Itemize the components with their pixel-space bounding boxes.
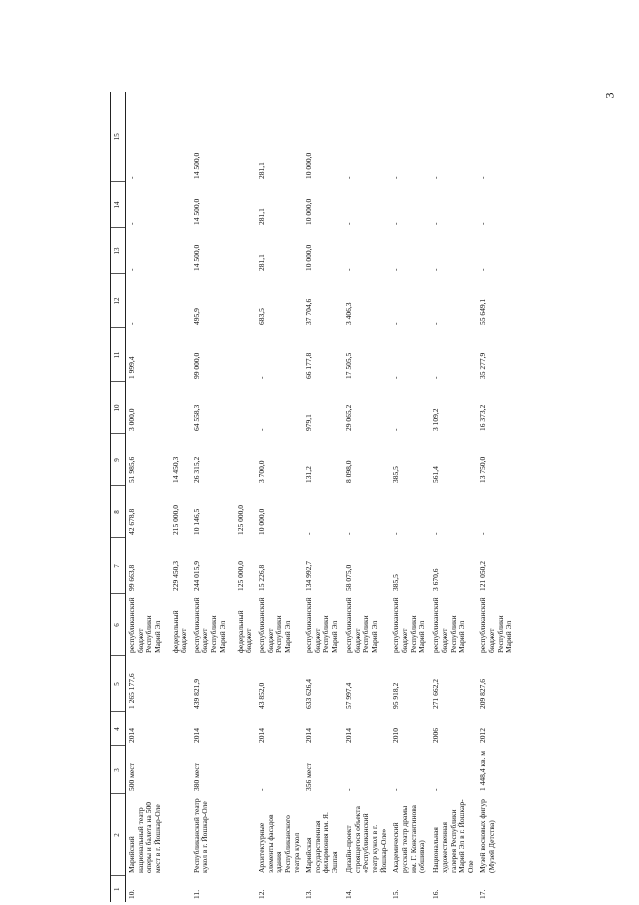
table-cell: 125 000,0 — [235, 505, 245, 535]
table-cell: 3 000,0 — [127, 408, 136, 431]
table-cell: Музей восковых фигур (Музей Детства) — [478, 799, 496, 873]
table-cell: - — [304, 532, 314, 535]
table-cell: 17 505,5 — [344, 352, 354, 379]
page-number: 3 — [602, 92, 617, 99]
table-cell: 57 997,4 — [344, 682, 354, 709]
table-cell: - — [391, 222, 401, 225]
table-cell — [231, 92, 256, 182]
column-header-9: 9 — [111, 434, 126, 486]
table-cell: 134 992,7 — [304, 561, 314, 591]
table-cell: 58 075,0 — [344, 564, 354, 591]
table-row — [191, 92, 231, 902]
table-cell — [231, 382, 256, 434]
table-row — [256, 92, 303, 902]
table-cell: 14 500,0 — [191, 198, 201, 225]
table-cell: 13. — [304, 889, 314, 899]
table-cell — [231, 876, 256, 902]
table-cell: 125 000,0 — [235, 561, 245, 591]
column-header-12: 12 — [111, 274, 126, 328]
table-cell: 51 985,6 — [127, 456, 136, 483]
table-cell: 2014 — [304, 728, 314, 743]
table-cell — [166, 182, 191, 228]
table-cell: 281,1 — [257, 254, 266, 271]
table-cell: 2014 — [127, 728, 136, 743]
table-cell: 500 мест — [127, 763, 136, 791]
table-cell — [231, 434, 256, 486]
table-cell — [231, 656, 256, 712]
table-cell: 3 670,6 — [431, 568, 441, 591]
table-cell: Архитектурные элементы фасадов здания Республиканского театра кукол — [257, 814, 301, 873]
budget-table-rotated — [110, 92, 620, 902]
table-row — [430, 92, 477, 902]
table-cell — [166, 746, 191, 794]
table-cell: 2014 — [191, 728, 201, 743]
table-cell: - — [431, 532, 441, 535]
table-cell: 55 649,1 — [478, 298, 488, 325]
table-cell: 1 265 177,6 — [127, 673, 136, 709]
table-cell: 11. — [191, 889, 201, 899]
table-cell: - — [391, 788, 401, 791]
table-cell: - — [431, 268, 441, 271]
table-cell: - — [344, 788, 354, 791]
table-cell: 380 мест — [191, 763, 201, 791]
table-cell: - — [344, 268, 354, 271]
table-cell: - — [431, 788, 441, 791]
table-cell: Республиканский театр кукол в г. Йошкар-Оле — [191, 798, 210, 873]
table-cell: 64 558,3 — [191, 404, 201, 431]
table-cell: 3 109,2 — [431, 408, 441, 431]
table-cell — [231, 746, 256, 794]
column-header-15: 15 — [111, 92, 126, 182]
table-cell: республиканский бюджет Республики Марий Эл — [127, 597, 162, 653]
table-cell: 29 065,2 — [344, 404, 354, 431]
table-body — [126, 92, 518, 902]
column-header-14: 14 — [111, 182, 126, 228]
column-header-11: 11 — [111, 328, 126, 382]
table-cell: республиканский бюджет Республики Марий Эл — [391, 597, 427, 653]
table-cell: 66 177,8 — [304, 352, 314, 379]
table-cell: Национальная художественная галерея Республики Марий Эл в г. Йошкар-Оле — [431, 799, 475, 873]
table-cell: 271 662,2 — [431, 679, 441, 709]
table-cell: Марийская государственная филармония им. Я. Эшпая — [304, 812, 339, 873]
table-cell: 16 373,2 — [478, 404, 488, 431]
table-cell: - — [344, 532, 354, 535]
table-cell — [166, 92, 191, 182]
table-cell: 215 000,0 — [170, 505, 180, 535]
table-cell: республиканский бюджет Республики Марий Эл — [257, 597, 292, 653]
table-cell: Марийский национальный театр оперы и балета на 500 мест в г. Йошкар-Оле — [127, 802, 162, 873]
column-header-13: 13 — [111, 228, 126, 274]
table-row — [390, 92, 430, 902]
table-cell: 131,2 — [304, 466, 314, 483]
table-cell: 2010 — [391, 728, 401, 743]
table-cell: 10. — [127, 889, 136, 899]
table-cell: 209 827,6 — [478, 679, 488, 709]
table-cell — [231, 228, 256, 274]
table-cell — [231, 182, 256, 228]
table-cell: 16. — [431, 889, 441, 899]
table-cell — [166, 656, 191, 712]
column-header-8: 8 — [111, 486, 126, 538]
column-header-5: 5 — [111, 656, 126, 712]
table-cell: - — [431, 176, 441, 179]
table-cell: - — [478, 222, 488, 225]
table-cell: федеральный бюджет — [235, 610, 254, 653]
table-cell: 10 146,5 — [191, 508, 201, 535]
table-cell: республиканский бюджет Республики Марий Эл — [478, 597, 514, 653]
table-cell: 37 704,6 — [304, 298, 314, 325]
table-cell: 8 098,0 — [344, 460, 354, 483]
table-cell: 244 015,9 — [191, 561, 201, 591]
table-cell: 95 918,2 — [391, 682, 401, 709]
table-row — [126, 92, 166, 902]
table-cell — [166, 382, 191, 434]
column-header-4: 4 — [111, 712, 126, 746]
column-header-6: 6 — [111, 594, 126, 656]
table-subrow — [231, 92, 256, 902]
table-cell: 633 626,4 — [304, 679, 314, 709]
table-cell: 385,5 — [391, 574, 401, 591]
table-cell: 15 226,8 — [257, 564, 266, 591]
table-cell: 15. — [391, 889, 401, 899]
table-cell: 43 852,0 — [257, 682, 266, 709]
table-cell: - — [344, 176, 354, 179]
column-header-2: 2 — [111, 794, 126, 876]
table-cell — [166, 274, 191, 328]
table-cell: 683,5 — [257, 308, 266, 325]
table-cell: федеральный бюджет — [170, 610, 189, 653]
table-cell — [166, 228, 191, 274]
table-cell — [231, 712, 256, 746]
table-row — [303, 92, 343, 902]
table-cell: 3 406,3 — [344, 302, 354, 325]
table-cell: Академический русский театр драмы им. Г. Константинова (обшивка) — [391, 804, 427, 873]
table-cell: 439 821,9 — [191, 679, 201, 709]
table-cell: 385,5 — [391, 466, 401, 483]
table-cell: республиканский бюджет Республики Марий Эл — [191, 597, 227, 653]
table-cell: республиканский бюджет Республики Марий Эл — [344, 597, 379, 653]
column-header-7: 7 — [111, 538, 126, 594]
table-cell: 1 999,4 — [127, 356, 136, 379]
table-cell: - — [391, 376, 401, 379]
table-cell: 2014 — [257, 728, 266, 743]
table-cell: 281,1 — [257, 208, 266, 225]
column-header-1: 1 — [111, 876, 126, 902]
table-cell: Дизайн-проект строящегося объекта «Республиканский театр кукол в г. Йошкар-Оле» — [344, 806, 388, 873]
table-cell: 12. — [257, 889, 266, 899]
table-cell — [166, 794, 191, 876]
table-cell: 356 мест — [304, 763, 314, 791]
table-cell: 14. — [344, 889, 354, 899]
table-cell: - — [391, 322, 401, 325]
table-cell: 13 750,0 — [478, 456, 488, 483]
table-cell: 979,1 — [304, 414, 314, 431]
table-cell: 10 000,0 — [304, 152, 314, 179]
table-cell: - — [391, 268, 401, 271]
table-cell: 99 663,8 — [127, 564, 136, 591]
table-cell: 35 277,9 — [478, 352, 488, 379]
table-cell: - — [127, 268, 136, 271]
table-cell: - — [431, 376, 441, 379]
table-cell: - — [431, 222, 441, 225]
table-cell: 42 678,8 — [127, 508, 136, 535]
table-cell — [166, 328, 191, 382]
table-cell: 3 700,0 — [257, 460, 266, 483]
table-row — [477, 92, 517, 902]
table-cell: 2014 — [344, 728, 354, 743]
table-cell: 1 448,4 кв. м — [478, 750, 488, 791]
table-cell: 10 000,0 — [304, 198, 314, 225]
table-cell: - — [478, 532, 488, 535]
table-cell — [231, 794, 256, 876]
table-cell — [231, 274, 256, 328]
table-cell: республиканский бюджет Республики Марий Эл — [431, 597, 467, 653]
table-cell — [231, 328, 256, 382]
table-cell: - — [478, 176, 488, 179]
table-subrow — [166, 92, 191, 902]
table-header — [111, 92, 126, 902]
table-row — [343, 92, 390, 902]
table-cell — [166, 876, 191, 902]
table-cell: - — [391, 532, 401, 535]
budget-table — [110, 92, 517, 902]
table-cell: - — [391, 176, 401, 179]
table-cell: 26 315,2 — [191, 456, 201, 483]
table-cell: - — [391, 428, 401, 431]
table-cell: 281,1 — [257, 162, 266, 179]
table-cell: 229 450,3 — [170, 561, 180, 591]
table-cell: 2006 — [431, 728, 441, 743]
table-cell — [166, 712, 191, 746]
table-cell: 99 000,0 — [191, 352, 201, 379]
table-cell: 14 450,3 — [170, 456, 180, 483]
column-header-10: 10 — [111, 382, 126, 434]
table-cell: - — [257, 428, 266, 431]
table-cell: 17. — [478, 889, 488, 899]
column-header-3: 3 — [111, 746, 126, 794]
table-cell: - — [257, 788, 266, 791]
table-cell: 14 500,0 — [191, 152, 201, 179]
table-cell: 495,9 — [191, 308, 201, 325]
table-cell: 10 000,0 — [304, 244, 314, 271]
table-cell: - — [478, 268, 488, 271]
table-cell: - — [344, 222, 354, 225]
table-cell: - — [127, 222, 136, 225]
table-cell: 14 500,0 — [191, 244, 201, 271]
table-cell: - — [431, 322, 441, 325]
table-cell: 561,4 — [431, 466, 441, 483]
table-cell: - — [127, 322, 136, 325]
table-cell: 10 000,0 — [257, 508, 266, 535]
table-cell: 121 050,2 — [478, 561, 488, 591]
table-cell: республиканский бюджет Республики Марий Эл — [304, 597, 339, 653]
table-cell: - — [257, 376, 266, 379]
table-cell: - — [127, 176, 136, 179]
table-cell: 2012 — [478, 728, 488, 743]
